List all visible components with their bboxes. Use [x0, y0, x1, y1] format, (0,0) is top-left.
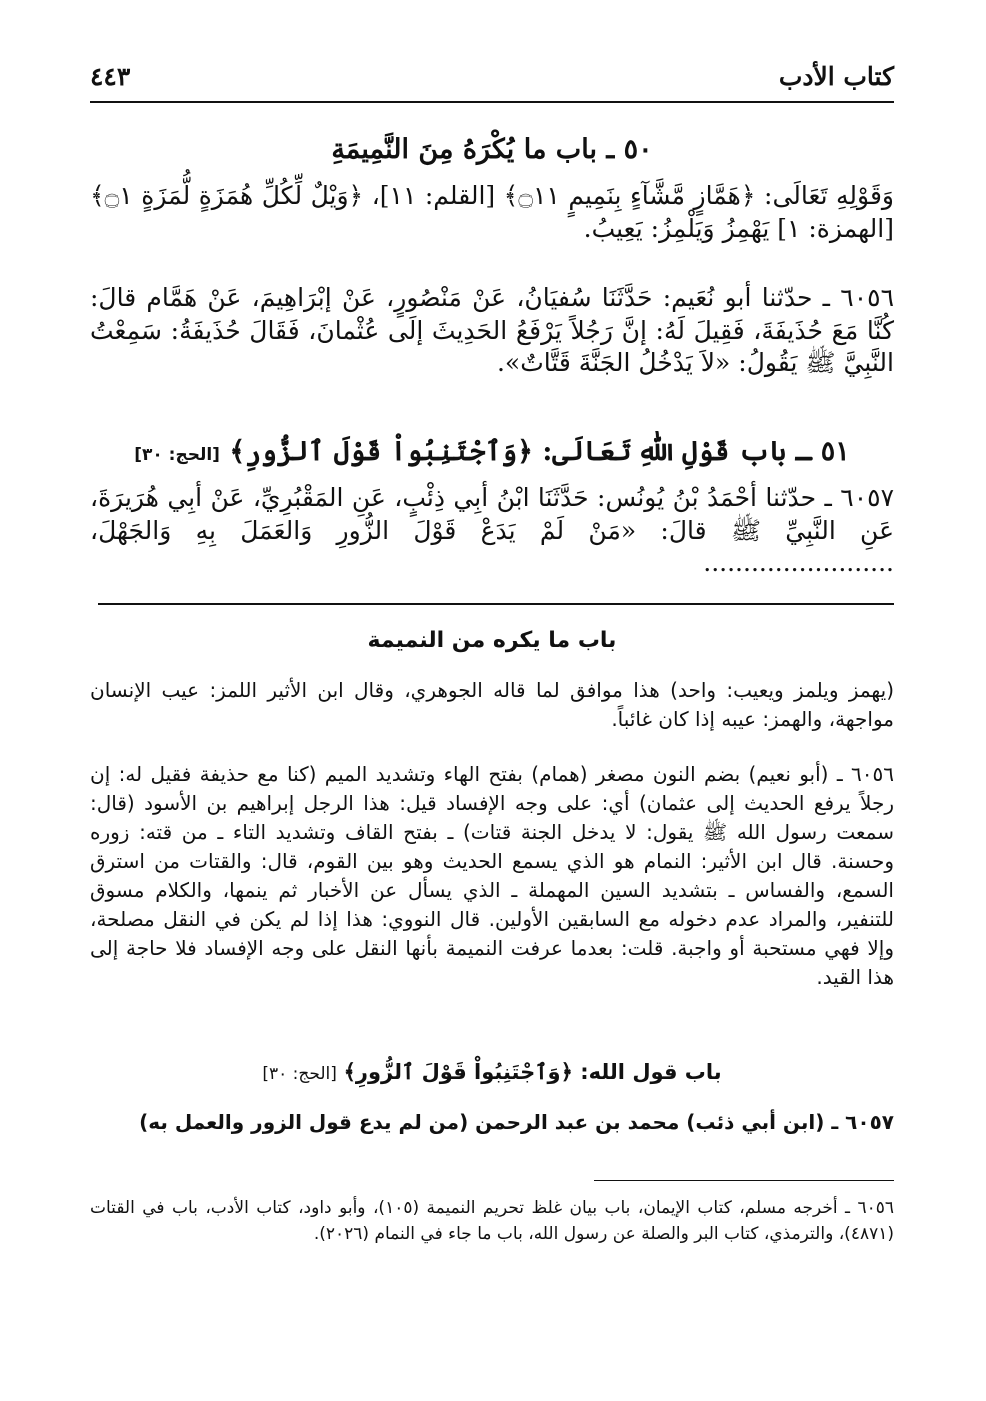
hadith-6057 — [90, 482, 894, 580]
chapter-51-heading — [90, 434, 894, 469]
book-title: كتاب الأدب — [778, 62, 894, 91]
commentary-subtitle — [90, 1060, 894, 1084]
chapter-50-title: ٥٠ ـ باب ما يُكْرَهُ مِنَ النَّمِيمَةِ — [331, 134, 653, 165]
commentary-para-1-text: (يهمز ويلمز ويعيب: واحد) هذا موافق لما قاله الجوهري، وقال ابن الأثير اللمز: عيب الإنسان مواجهة، والهمز: عيبه إذا كان غائباً. — [90, 678, 894, 731]
commentary-para-2-text: ٦٠٥٦ ـ (أبو نعيم) بضم النون مصغر (همام) بفتح الهاء وتشديد الميم (كنا مع حذيفة فقيل له: إن رجلاً يرفع الحديث إلى عثمان) أي: على وجه الإفساد قيل: هذا الرجل إبراهيم بن الأسود (قال: سمعت رسول الله ﷺ يقول: لا يدخل الجنة قتات) ـ بفتح القاف وتشديد التاء ـ من قته: زوره وحسنة. قال ابن الأثير: النمام هو الذي يسمع الحديث وهو بين القوم، قال: والقتات من استرق السمع، والفساس ـ بتشديد السين المهملة ـ الذي يسأل عن الأخبار ثم ينمها، والكلام مسوق للتنفير، والمراد عدم دخوله مع السابقين الأولين. قال النووي: هذا إذا لم يكن في النقل مصلحة، وإلا فهي مستحبة أو واجبة. قلت: بعدما عرفت النميمة بأنها النقل على وجه الإفساد فلا حاجة إلى هذا القيد. — [90, 762, 894, 989]
hadith-6057-text: ٦٠٥٧ ـ حدّثنا أحْمَدُ بْنُ يُونُس: حَدَّثَنَا ابْنُ أبِي ذِئْبٍ، عَنِ المَقْبُرِيِّ، عَنْ أبِي هُرَيرَةَ، عَنِ النَّبِيِّ ﷺ قالَ: «مَنْ لَمْ يَدَعْ قَوْلَ الزُّورِ وَالعَمَلَ بِهِ وَالجَهْلَ، ........................ — [90, 483, 894, 577]
hadith-6056 — [90, 282, 894, 380]
chapter-51-title: ٥١ ـ باب قَوْلِ اللّٰهِ تَعَالَى: ﴿وَٱجْتَنِبُواْ قَوْلَ ٱلزُّورِ﴾ — [229, 436, 850, 467]
commentary-subtitle-ref: [الحج: ٣٠] — [262, 1064, 337, 1084]
commentary-para-3 — [90, 1108, 894, 1137]
hadith-6056-text: ٦٠٥٦ ـ حدّثنا أبو نُعَيم: حَدَّثَنَا سُفيَانُ، عَنْ مَنْصُورٍ، عَنْ إبْرَاهِيمَ، عَنْ هَمَّام قالَ: كُنَّا مَعَ حُذَيفَةَ، فَقِيلَ لَهُ: إنَّ رَجُلاً يَرْفَعُ الحَدِيثَ إلَى عُثْمانَ، فَقَالَ حُذَيفَةُ: سَمِعْتُ النَّبِيَّ ﷺ يَقُولُ: «لاَ يَدْخُلُ الجَنَّةَ قَتَّاتٌ». — [90, 283, 894, 377]
footnote: ٦٠٥٦ ـ أخرجه مسلم، كتاب الإيمان، باب بيان غلظ تحريم النميمة (١٠٥)، وأبو داود، كتاب الأدب، باب في القتات (٤٨٧١)، والترمذي، كتاب البر والصلة عن رسول الله، باب ما جاء في النمام (٢٠٢٦). — [90, 1198, 894, 1245]
chapter-51-ref: [الحج: ٣٠] — [134, 445, 220, 465]
commentary-para-1 — [90, 676, 894, 734]
page-number: ٤٤٣ — [90, 62, 131, 91]
verse-text: وَقَوْلِهِ تَعَالَى: ﴿هَمَّازٍ مَّشَّآءٍ بِنَمِيمٍ ۝١١﴾ [القلم: ١١]، ﴿وَيْلٌ لِّكُلِّ هُمَزَةٍ لُّمَزَةٍ ۝١﴾ [الهمزة: ١] يَهْمِزُ وَيَلْمِزُ: يَعِيبُ. — [90, 181, 894, 243]
commentary-title: باب ما يكره من النميمة — [367, 628, 617, 653]
commentary-para-3-text: ٦٠٥٧ ـ (ابن أبي ذئب) محمد بن عبد الرحمن (من لم يدع قول الزور والعمل به) — [139, 1110, 894, 1134]
header-rule — [90, 101, 894, 103]
running-head — [90, 62, 894, 102]
chapter-50-verses — [90, 180, 894, 245]
commentary-subtitle-text: باب قول الله: ﴿وَٱجْتَنِبُواْ قَوْلَ ٱلزُّورِ﴾ — [343, 1060, 722, 1084]
commentary-separator — [98, 603, 894, 605]
footnote-rule — [594, 1180, 894, 1181]
commentary-para-2 — [90, 760, 894, 992]
